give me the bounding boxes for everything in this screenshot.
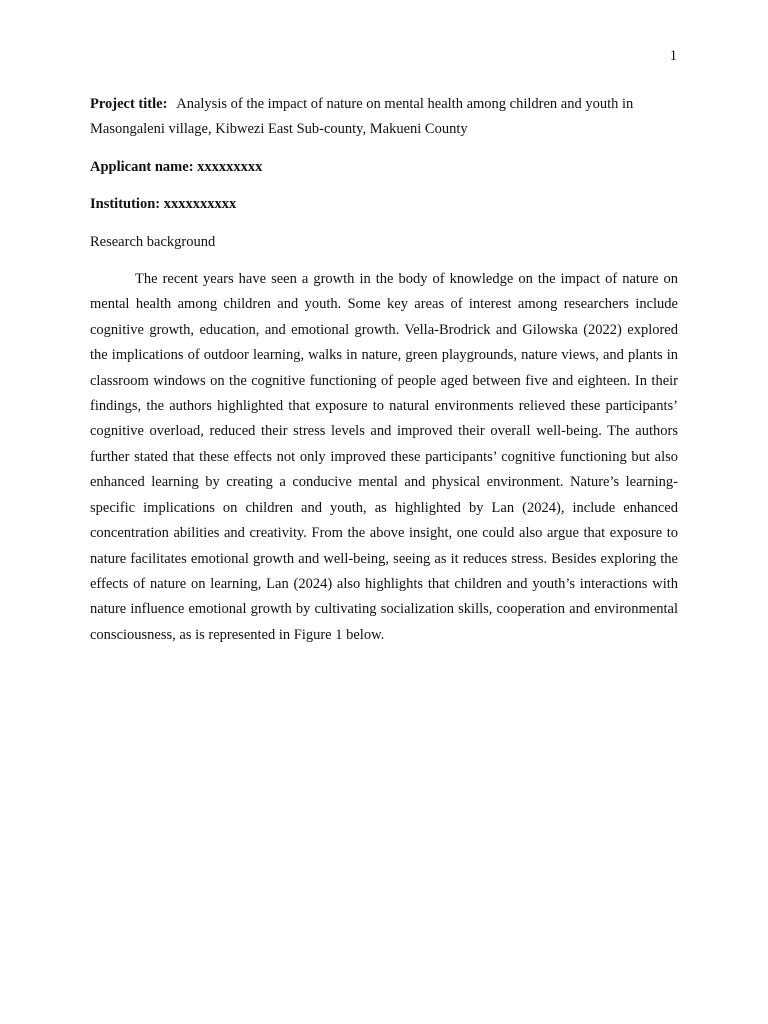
applicant-name-label: Applicant name: xyxy=(90,158,198,175)
project-title-value: Analysis of the impact of nature on mental health among children and youth in Masongaleni village, Kibwezi East Sub-county, Makueni County xyxy=(90,96,634,138)
institution-field xyxy=(90,192,678,217)
page-number: 1 xyxy=(669,48,677,64)
project-title-field xyxy=(90,92,678,143)
body-paragraph: The recent years have seen a growth in the body of knowledge on the impact of nature on mental health among children and youth. Some key areas of interest among researchers include cognitive growth, education, and emotional growth. Vella-Brodrick and Gilowska (2022) explored the implications of outdoor learning, walks in nature, green playgrounds, nature views, and plants in classroom windows on the cognitive functioning of people aged between five and eighteen. In their findings, the authors highlighted that exposure to natural environments relieved these participants’ cognitive overload, reduced their stress levels and improved their overall well-being. The authors further stated that these effects not only improved these participants’ cognitive functioning but also enhanced learning by creating a conducive mental and physical environment. Nature’s learning-specific implications on children and youth, as highlighted by Lan (2024), include enhanced concentration abilities and creativity. From the above insight, one could also argue that exposure to nature facilitates emotional growth and well-being, seeing as it reduces stress. Besides exploring the effects of nature on learning, Lan (2024) also highlights that children and youth’s interactions with nature influence emotional growth by cultivating socialization skills, cooperation and environmental consciousness, as is represented in Figure 1 below. xyxy=(90,271,678,643)
applicant-name-field xyxy=(90,155,678,180)
project-title-label: Project title: xyxy=(90,96,168,112)
section-heading: Research background xyxy=(90,233,216,250)
institution-value: xxxxxxxxxx xyxy=(163,196,237,213)
applicant-name-value: xxxxxxxxx xyxy=(197,158,263,175)
document-content xyxy=(90,92,678,648)
institution-label: Institution: xyxy=(90,196,164,213)
